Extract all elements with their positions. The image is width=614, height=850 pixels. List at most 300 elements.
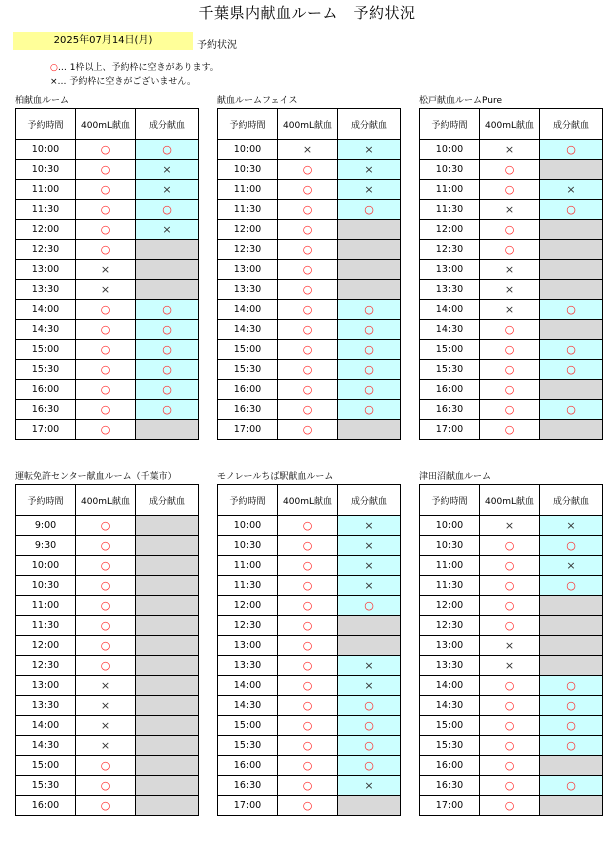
cross-icon: × — [50, 77, 58, 87]
ml400-cell — [480, 160, 540, 180]
component-cell — [136, 360, 199, 380]
component-cell — [540, 556, 603, 576]
table-header-row — [420, 109, 603, 140]
circle-icon: ○ — [504, 619, 515, 632]
time-cell: 13:30 — [16, 280, 76, 300]
ml400-cell — [278, 576, 338, 596]
column-header: 予約時間 — [420, 485, 480, 516]
component-cell — [540, 180, 603, 200]
time-cell: 13:00 — [420, 636, 480, 656]
time-cell: 15:30 — [420, 360, 480, 380]
time-cell: 13:00 — [218, 260, 278, 280]
ml400-cell — [278, 240, 338, 260]
ml400-cell — [278, 140, 338, 160]
component-cell — [540, 596, 603, 616]
table-header-row — [16, 485, 199, 516]
time-cell: 10:00 — [218, 516, 278, 536]
circle-icon: ○ — [100, 759, 111, 772]
circle-icon: ○ — [100, 303, 111, 316]
circle-icon: ○ — [504, 323, 515, 336]
table-row — [420, 280, 603, 300]
table-row — [420, 240, 603, 260]
table-row — [420, 676, 603, 696]
circle-icon: ○ — [504, 363, 515, 376]
component-cell — [136, 636, 199, 656]
time-cell: 10:00 — [420, 140, 480, 160]
ml400-cell — [480, 776, 540, 796]
table-row — [218, 340, 401, 360]
ml400-cell — [76, 716, 136, 736]
time-cell: 15:30 — [16, 776, 76, 796]
ml400-cell — [76, 636, 136, 656]
circle-icon: ○ — [302, 639, 313, 652]
ml400-cell — [278, 756, 338, 776]
component-cell — [338, 616, 401, 636]
cross-icon: × — [504, 639, 515, 652]
circle-icon: ○ — [504, 243, 515, 256]
table-row — [420, 656, 603, 676]
time-cell: 11:30 — [16, 616, 76, 636]
ml400-cell — [76, 756, 136, 776]
table-row — [420, 696, 603, 716]
page-title: 千葉県内献血ルーム 予約状況 — [198, 4, 416, 22]
component-cell — [540, 676, 603, 696]
circle-icon: ○ — [302, 203, 313, 216]
time-cell: 16:30 — [420, 400, 480, 420]
ml400-cell — [278, 736, 338, 756]
ml400-cell — [278, 420, 338, 440]
circle-icon: ○ — [302, 519, 313, 532]
table-row — [218, 280, 401, 300]
table-row — [218, 576, 401, 596]
cross-icon: × — [100, 283, 111, 296]
circle-icon: ○ — [364, 739, 374, 752]
table-row — [420, 200, 603, 220]
circle-icon: ○ — [50, 63, 58, 73]
table-row — [218, 200, 401, 220]
ml400-cell — [480, 736, 540, 756]
component-cell — [338, 400, 401, 420]
circle-icon: ○ — [504, 183, 515, 196]
ml400-cell — [76, 776, 136, 796]
table-row — [218, 736, 401, 756]
circle-icon: ○ — [566, 143, 576, 156]
component-cell — [338, 340, 401, 360]
table-row — [420, 380, 603, 400]
circle-icon: ○ — [566, 719, 576, 732]
circle-icon: ○ — [302, 283, 313, 296]
table-row — [16, 240, 199, 260]
component-cell — [338, 716, 401, 736]
component-cell — [338, 320, 401, 340]
circle-icon: ○ — [100, 363, 111, 376]
time-cell: 13:30 — [420, 656, 480, 676]
room-name: 献血ルームフェイス — [217, 96, 298, 106]
room-name: モノレールちば駅献血ルーム — [217, 472, 334, 482]
circle-icon: ○ — [364, 303, 374, 316]
time-cell: 13:00 — [420, 260, 480, 280]
table-row — [420, 616, 603, 636]
ml400-cell — [480, 556, 540, 576]
table-row — [16, 796, 199, 816]
ml400-cell — [278, 160, 338, 180]
table-row — [16, 696, 199, 716]
circle-icon: ○ — [100, 143, 111, 156]
time-cell: 11:00 — [218, 180, 278, 200]
circle-icon: ○ — [302, 323, 313, 336]
component-cell — [136, 576, 199, 596]
time-cell: 9:30 — [16, 536, 76, 556]
ml400-cell — [480, 360, 540, 380]
circle-icon: ○ — [100, 343, 111, 356]
circle-icon: ○ — [504, 343, 515, 356]
time-cell: 11:00 — [16, 596, 76, 616]
cross-icon: × — [364, 659, 374, 672]
component-cell — [136, 696, 199, 716]
circle-icon: ○ — [504, 423, 515, 436]
cross-icon: × — [364, 579, 374, 592]
circle-icon: ○ — [504, 599, 515, 612]
table-row — [16, 340, 199, 360]
time-cell: 14:00 — [420, 300, 480, 320]
circle-icon: ○ — [566, 679, 576, 692]
component-cell — [540, 576, 603, 596]
component-cell — [540, 736, 603, 756]
circle-icon: ○ — [100, 579, 111, 592]
circle-icon: ○ — [302, 423, 313, 436]
time-cell: 11:30 — [420, 576, 480, 596]
component-cell — [136, 160, 199, 180]
cross-icon: × — [302, 143, 313, 156]
legend-available-text: … 1枠以上、予約枠に空きがあります。 — [57, 63, 219, 73]
table-row — [218, 220, 401, 240]
circle-icon: ○ — [100, 323, 111, 336]
circle-icon: ○ — [162, 303, 172, 316]
component-cell — [540, 796, 603, 816]
table-row — [420, 400, 603, 420]
component-cell — [338, 516, 401, 536]
component-cell — [540, 380, 603, 400]
table-row — [420, 796, 603, 816]
time-cell: 16:00 — [16, 796, 76, 816]
ml400-cell — [278, 516, 338, 536]
circle-icon: ○ — [302, 659, 313, 672]
ml400-cell — [76, 140, 136, 160]
component-cell — [540, 260, 603, 280]
component-cell — [338, 636, 401, 656]
cross-icon: × — [364, 519, 374, 532]
table-row — [420, 220, 603, 240]
circle-icon: ○ — [566, 539, 576, 552]
circle-icon: ○ — [302, 619, 313, 632]
circle-icon: ○ — [566, 203, 576, 216]
cross-icon: × — [364, 559, 374, 572]
ml400-cell — [76, 616, 136, 636]
circle-icon: ○ — [100, 243, 111, 256]
component-cell — [136, 320, 199, 340]
circle-icon: ○ — [504, 163, 515, 176]
table-row — [218, 716, 401, 736]
component-cell — [338, 556, 401, 576]
table-row — [420, 636, 603, 656]
component-cell — [136, 676, 199, 696]
component-cell — [338, 240, 401, 260]
circle-icon: ○ — [100, 403, 111, 416]
ml400-cell — [480, 616, 540, 636]
ml400-cell — [278, 180, 338, 200]
ml400-cell — [480, 536, 540, 556]
circle-icon: ○ — [302, 759, 313, 772]
table-row — [16, 360, 199, 380]
time-cell: 16:30 — [16, 400, 76, 420]
circle-icon: ○ — [302, 779, 313, 792]
table-row — [420, 340, 603, 360]
time-cell: 15:00 — [218, 340, 278, 360]
component-cell — [136, 140, 199, 160]
circle-icon: ○ — [302, 539, 313, 552]
table-row — [420, 420, 603, 440]
table-row — [420, 516, 603, 536]
component-cell — [540, 200, 603, 220]
cross-icon: × — [364, 143, 374, 156]
component-cell — [338, 160, 401, 180]
circle-icon: ○ — [364, 363, 374, 376]
time-cell: 14:00 — [16, 300, 76, 320]
table-row — [16, 380, 199, 400]
table-header-row — [16, 109, 199, 140]
time-cell: 14:30 — [420, 696, 480, 716]
component-cell — [136, 616, 199, 636]
circle-icon: ○ — [100, 639, 111, 652]
table-row — [218, 300, 401, 320]
table-row — [218, 240, 401, 260]
schedule-table — [217, 484, 401, 816]
ml400-cell — [278, 340, 338, 360]
time-cell: 15:00 — [218, 716, 278, 736]
time-cell: 10:00 — [16, 556, 76, 576]
time-cell: 12:00 — [218, 220, 278, 240]
schedule-table — [15, 108, 199, 440]
circle-icon: ○ — [364, 343, 374, 356]
table-row — [218, 796, 401, 816]
cross-icon: × — [504, 303, 515, 316]
component-cell — [338, 676, 401, 696]
column-header: 400mL献血 — [480, 485, 540, 516]
component-cell — [540, 420, 603, 440]
table-row — [420, 300, 603, 320]
circle-icon: ○ — [302, 679, 313, 692]
table-row — [218, 360, 401, 380]
component-cell — [338, 260, 401, 280]
time-cell: 11:00 — [420, 180, 480, 200]
circle-icon: ○ — [302, 243, 313, 256]
ml400-cell — [480, 676, 540, 696]
component-cell — [540, 696, 603, 716]
table-row — [218, 756, 401, 776]
table-row — [218, 596, 401, 616]
ml400-cell — [278, 616, 338, 636]
cross-icon: × — [364, 163, 374, 176]
time-cell: 14:30 — [16, 320, 76, 340]
component-cell — [338, 596, 401, 616]
time-cell: 10:00 — [218, 140, 278, 160]
time-cell: 10:30 — [16, 576, 76, 596]
column-header: 予約時間 — [16, 109, 76, 140]
table-row — [16, 636, 199, 656]
component-cell — [338, 140, 401, 160]
ml400-cell — [278, 320, 338, 340]
table-row — [218, 260, 401, 280]
time-cell: 17:00 — [420, 420, 480, 440]
circle-icon: ○ — [302, 799, 313, 812]
circle-icon: ○ — [302, 559, 313, 572]
table-row — [218, 696, 401, 716]
table-row — [16, 716, 199, 736]
column-header: 成分献血 — [540, 485, 603, 516]
component-cell — [540, 636, 603, 656]
ml400-cell — [76, 536, 136, 556]
cross-icon: × — [364, 539, 374, 552]
time-cell: 15:30 — [16, 360, 76, 380]
column-header: 成分献血 — [338, 485, 401, 516]
time-cell: 15:30 — [218, 360, 278, 380]
circle-icon: ○ — [566, 403, 576, 416]
time-cell: 12:00 — [218, 596, 278, 616]
ml400-cell — [278, 220, 338, 240]
time-cell: 10:30 — [420, 160, 480, 180]
table-row — [420, 756, 603, 776]
ml400-cell — [480, 656, 540, 676]
ml400-cell — [278, 596, 338, 616]
time-cell: 12:30 — [420, 240, 480, 260]
cross-icon: × — [364, 679, 374, 692]
component-cell — [540, 536, 603, 556]
column-header: 400mL献血 — [76, 109, 136, 140]
time-cell: 16:00 — [218, 756, 278, 776]
component-cell — [338, 656, 401, 676]
circle-icon: ○ — [364, 203, 374, 216]
cross-icon: × — [100, 739, 111, 752]
cross-icon: × — [504, 659, 515, 672]
circle-icon: ○ — [162, 203, 172, 216]
ml400-cell — [480, 280, 540, 300]
time-cell: 11:00 — [218, 556, 278, 576]
table-row — [16, 220, 199, 240]
table-row — [16, 536, 199, 556]
time-cell: 15:00 — [16, 340, 76, 360]
ml400-cell — [278, 776, 338, 796]
column-header: 成分献血 — [338, 109, 401, 140]
cross-icon: × — [566, 183, 576, 196]
ml400-cell — [278, 360, 338, 380]
circle-icon: ○ — [100, 659, 111, 672]
time-cell: 11:00 — [420, 556, 480, 576]
time-cell: 15:30 — [420, 736, 480, 756]
circle-icon: ○ — [302, 263, 313, 276]
component-cell — [338, 200, 401, 220]
time-cell: 13:00 — [16, 260, 76, 280]
ml400-cell — [278, 636, 338, 656]
component-cell — [338, 220, 401, 240]
circle-icon: ○ — [504, 799, 515, 812]
table-row — [420, 776, 603, 796]
ml400-cell — [480, 300, 540, 320]
ml400-cell — [76, 556, 136, 576]
ml400-cell — [480, 796, 540, 816]
component-cell — [540, 140, 603, 160]
component-cell — [338, 736, 401, 756]
cross-icon: × — [504, 283, 515, 296]
table-row — [420, 320, 603, 340]
time-cell: 14:00 — [420, 676, 480, 696]
ml400-cell — [76, 400, 136, 420]
table-row — [16, 776, 199, 796]
circle-icon: ○ — [162, 343, 172, 356]
ml400-cell — [76, 676, 136, 696]
component-cell — [338, 300, 401, 320]
circle-icon: ○ — [100, 183, 111, 196]
circle-icon: ○ — [162, 323, 172, 336]
circle-icon: ○ — [100, 779, 111, 792]
table-row — [16, 180, 199, 200]
circle-icon: ○ — [504, 719, 515, 732]
ml400-cell — [76, 300, 136, 320]
circle-icon: ○ — [100, 203, 111, 216]
circle-icon: ○ — [302, 579, 313, 592]
legend-available — [50, 60, 219, 73]
ml400-cell — [76, 180, 136, 200]
ml400-cell — [278, 260, 338, 280]
time-cell: 12:30 — [16, 656, 76, 676]
ml400-cell — [480, 180, 540, 200]
time-cell: 12:30 — [218, 240, 278, 260]
ml400-cell — [278, 696, 338, 716]
component-cell — [136, 516, 199, 536]
column-header: 400mL献血 — [76, 485, 136, 516]
circle-icon: ○ — [364, 759, 374, 772]
column-header: 400mL献血 — [278, 485, 338, 516]
time-cell: 17:00 — [420, 796, 480, 816]
table-row — [420, 140, 603, 160]
ml400-cell — [480, 400, 540, 420]
date-suffix: 予約状況 — [197, 40, 237, 51]
cross-icon: × — [364, 183, 374, 196]
circle-icon: ○ — [100, 383, 111, 396]
circle-icon: ○ — [302, 343, 313, 356]
table-row — [16, 576, 199, 596]
circle-icon: ○ — [100, 163, 111, 176]
component-cell — [136, 656, 199, 676]
table-row — [420, 360, 603, 380]
cross-icon: × — [100, 699, 111, 712]
ml400-cell — [480, 200, 540, 220]
ml400-cell — [76, 696, 136, 716]
ml400-cell — [76, 796, 136, 816]
cross-icon: × — [504, 519, 515, 532]
time-cell: 11:30 — [218, 200, 278, 220]
table-row — [420, 536, 603, 556]
circle-icon: ○ — [302, 183, 313, 196]
time-cell: 16:00 — [16, 380, 76, 400]
column-header: 予約時間 — [420, 109, 480, 140]
table-row — [420, 576, 603, 596]
time-cell: 10:30 — [218, 536, 278, 556]
ml400-cell — [480, 576, 540, 596]
cross-icon: × — [566, 519, 576, 532]
circle-icon: ○ — [364, 699, 374, 712]
ml400-cell — [278, 300, 338, 320]
cross-icon: × — [162, 163, 172, 176]
